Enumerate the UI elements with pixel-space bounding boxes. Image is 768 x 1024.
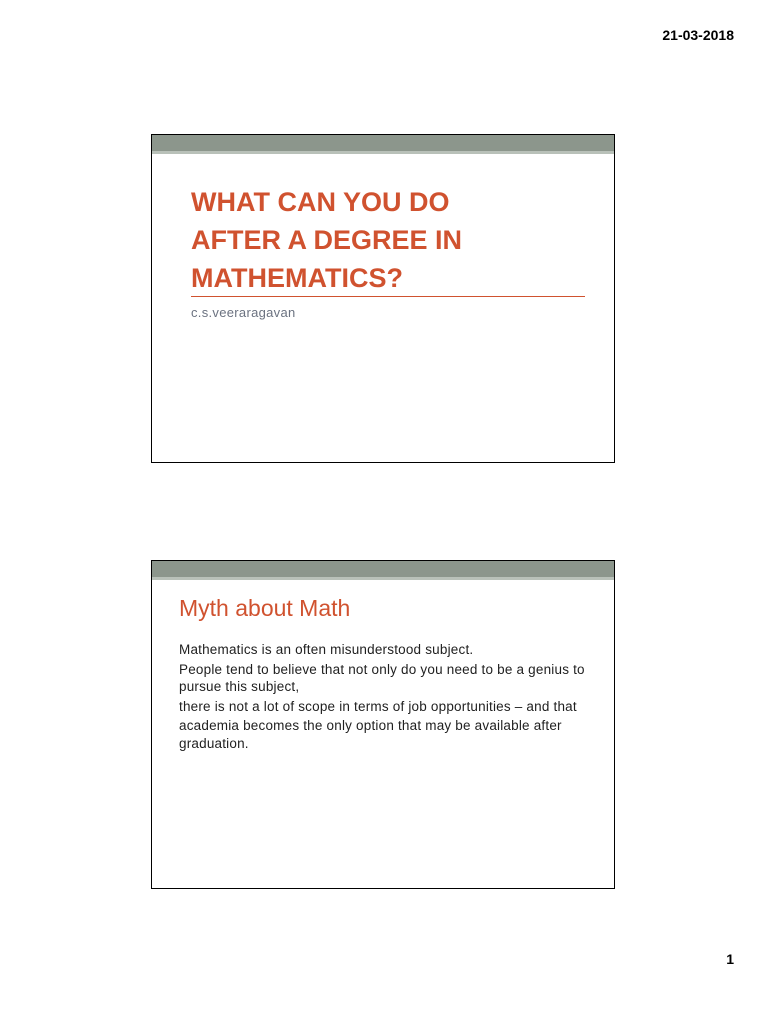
bullet-item: Mathematics is an often misunderstood subject. (179, 642, 474, 657)
bullet-list (179, 641, 589, 754)
title-divider (191, 296, 585, 297)
slide-header-bar (152, 135, 614, 154)
bullet-item: there is not a lot of scope in terms of job opportunities – and that (179, 698, 577, 714)
bullet-item: academia becomes the only option that may be available after graduation. (179, 718, 562, 751)
slide-header-bar (152, 561, 614, 580)
slide-title: WHAT CAN YOU DO AFTER A DEGREE IN MATHEMATICS? (191, 187, 463, 293)
page-date: 21-03-2018 (662, 27, 734, 43)
page-number: 1 (726, 951, 734, 967)
bullet-item: People tend to believe that not only do you need to be a genius to pursue this subject, (179, 661, 585, 694)
slide-author: c.s.veeraragavan (191, 305, 296, 320)
slide-thumbnail-2 (151, 560, 615, 889)
slide-thumbnail-1 (151, 134, 615, 463)
slide-heading: Myth about Math (179, 595, 351, 621)
